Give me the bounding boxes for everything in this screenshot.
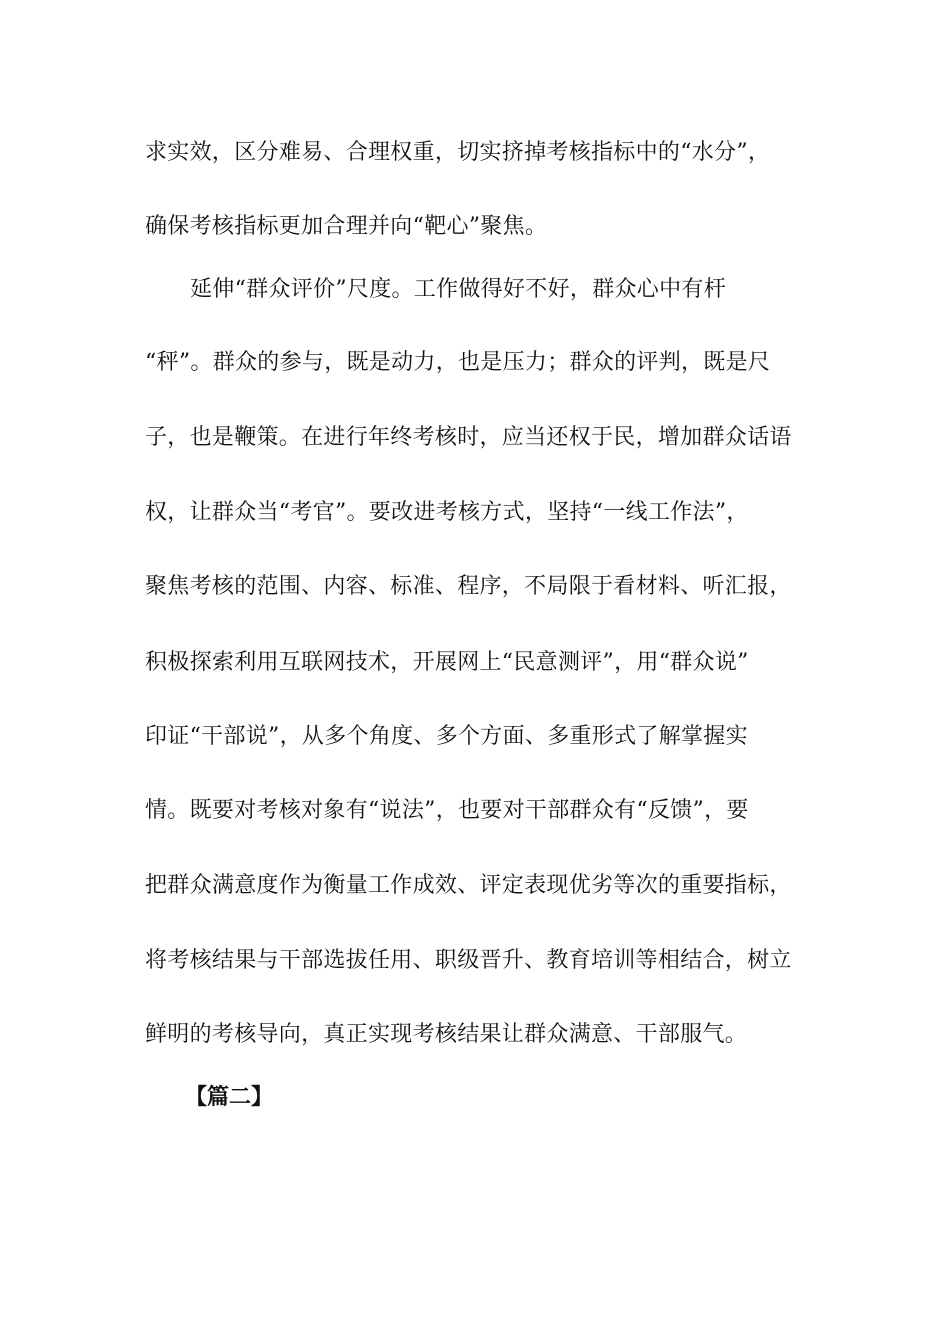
paragraph-line-8: 积极探索利用互联网技术，开展网上“民意测评”，用“群众说” [145, 650, 749, 675]
paragraph-line-10: 情。既要对考核对象有“说法”，也要对干部群众有“反馈”，要 [145, 798, 749, 823]
paragraph-line-5: 子，也是鞭策。在进行年终考核时，应当还权于民，增加群众话语 [145, 425, 792, 450]
paragraph-line-2: 确保考核指标更加合理并向“靶心”聚焦。 [145, 214, 548, 239]
paragraph-line-3: 延伸“群众评价”尺度。工作做得好不好，群众心中有杆 [190, 277, 726, 302]
paragraph-line-12: 将考核结果与干部选拔任用、职级晋升、教育培训等相结合，树立 [145, 948, 792, 973]
paragraph-line-9: 印证“干部说”，从多个角度、多个方面、多重形式了解掌握实 [145, 724, 748, 749]
paragraph-line-7: 聚焦考核的范围、内容、标准、程序，不局限于看材料、听汇报， [145, 574, 792, 599]
paragraph-line-4: “秤”。群众的参与，既是动力，也是压力；群众的评判，既是尺 [145, 350, 771, 375]
paragraph-line-13: 鲜明的考核导向，真正实现考核结果让群众满意、干部服气。 [145, 1022, 748, 1047]
paragraph-line-1: 求实效，区分难易、合理权重，切实挤掉考核指标中的“水分”， [145, 140, 771, 165]
paragraph-line-6: 权，让群众当“考官”。要改进考核方式，坚持“一线工作法”， [145, 500, 749, 525]
paragraph-line-11: 把群众满意度作为衡量工作成效、评定表现优劣等次的重要指标， [145, 873, 792, 898]
section-heading: 【篇二】 [185, 1084, 274, 1110]
